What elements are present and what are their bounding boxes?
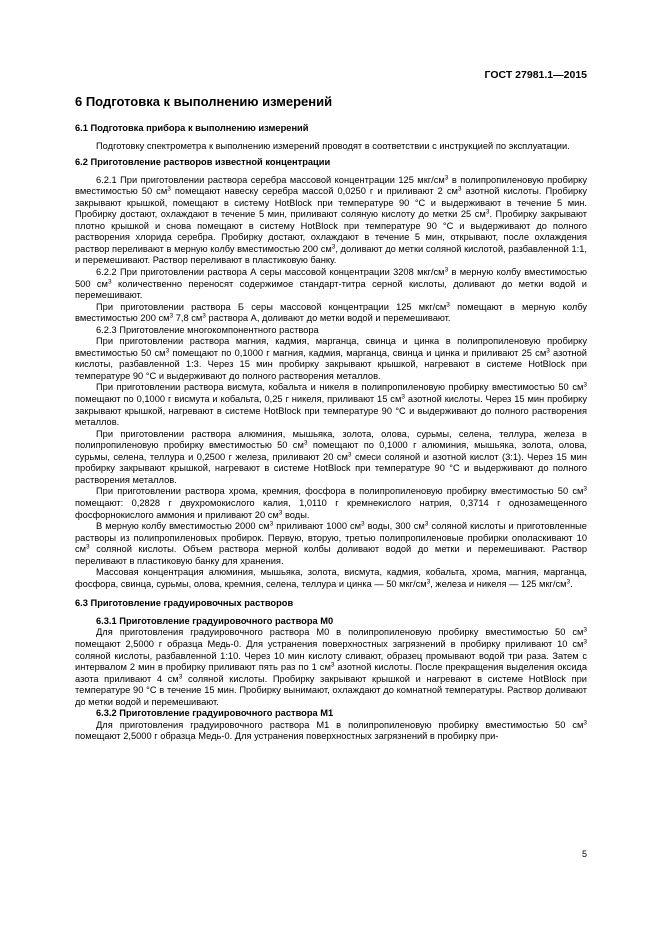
subsection-title-6-3-1: 6.3.1 Приготовление градуировочного раствора М0 [96, 615, 334, 626]
paragraph: Массовая концентрация алюминия, мышьяка, золота, висмута, кадмия, кобальта, хрома, магния, марганца, фосфора, свинца, сурьмы, олова, кремния, селена, теллура и цинка — 50 мкг/$см^3$, железа и никеля — 125 мкг/$см^3$. [75, 567, 587, 589]
subsection-title-6-1: 6.1 Подготовка прибора к выполнению измерений [75, 123, 309, 133]
paragraph: В мерную колбу вместимостью 2000 $см^3$ приливают 1000 $см^3$ воды, 300 $см^3$ соляной кислоты и приготовленные растворы из полипропиленовых пробирок. Первую, вторую, третью полипропиленовые пробирки ополаскивают 10 $см^3$ соляной кислоты. Объем раствора мерной колбы доливают водой до метки и перемешивают. Раствор переливают в пластиковую банку для хранения. [75, 520, 587, 566]
paragraph: При приготовлении раствора алюминия, мышьяка, золота, олова, сурьмы, селена, теллура, железа в полипропиленовую пробирку вместимостью 50 $см^3$ помещают по 0,1000 г алюминия, мышьяка, золота, олова, сурьмы, селена, теллура и 0,2500 г железа, приливают 20 $см^3$ смеси соляной и азотной кислот (3:1). Через 15 мин пробирку закрывают крышкой, нагревают в системе HotBlock при температуре 90 °С и выдерживают до полного растворения металлов. [75, 428, 587, 485]
subsection-title-6-2: 6.2 Приготовление растворов известной концентрации [75, 157, 331, 168]
document-body [75, 123, 587, 743]
paragraph: При приготовлении раствора висмута, кобальта и никеля в полипропиленовую пробирку вместимостью 50 $см^3$ помещают по 0,1000 г висмута и кобальта, 0,25 г никеля, приливают 15 $см^3$ азотной кислоты. Через 15 мин пробирку закрывают крышкой, нагревают в системе HotBlock при температуре 90 °С и выдерживают до полного растворения металлов. [75, 381, 587, 428]
document-code: ГОСТ 27981.1—2015 [484, 69, 587, 81]
paragraph: Подготовку спектрометра к выполнению измерений проводят в соответствии с инструкцией по эксплуатации. [96, 140, 570, 151]
paragraph: При приготовлении раствора хрома, кремния, фосфора в полипропиленовую пробирку вместимостью 50 $см^3$ помещают: 0,2828 г двухромокислого калия, 1,0110 г кремнекислого натрия, 0,3714 г однозамещенного фосфорнокислого аммония и приливают 20 $см^3$ воды. [75, 485, 587, 520]
page-number: 5 [581, 849, 587, 859]
paragraph: При приготовлении раствора Б серы массовой концентрации 125 мкг/$см^3$ помещают в мерную колбу вместимостью 200 $см^3$ 7,8 $см^3$ раствора А, доливают до метки водой и перемешивают. [75, 301, 588, 324]
paragraph: При приготовлении раствора магния, кадмия, марганца, свинца и цинка в полипропиленовую пробирку вместимостью 50 $см^3$ помещают по 0,1000 г магния, кадмия, марганца, свинца и цинка и приливают 25 $см^3$ азотной кислоты, разбавленной 1:3. Через 15 мин пробирку закрывают крышкой, нагревают в системе HotBlock при температуре 90 °С и выдерживают до полного растворения металлов. [75, 336, 587, 381]
paragraph-6-2-3: 6.2.3 Приготовление многокомпонентного раствора [96, 324, 319, 335]
paragraph-6-2-2: 6.2.2 При приготовлении раствора А серы массовой концентрации 3208 мкг/$см^3$ в мерную колбу вместимостью 500 $см^3$ количественно переносят содержимое стандарт-титра серной кислоты, доливают до метки водой и перемешивают. [75, 266, 587, 301]
section-title: 6 Подготовка к выполнению измерений [75, 94, 333, 109]
paragraph: Для приготовления градуировочного раствора М0 в полипропиленовую пробирку вместимостью 50 $см^3$ помещают 2,5000 г образца Медь-0. Для устранения поверхностных загрязнений в пробирку приливают 10 $см^3$ соляной кислоты, разбавленной 1:10. Через 10 мин кислоту сливают, образец промывают водой три раза. Затем с интервалом 2 мин в пробирку приливают пять раз по 1 $см^3$ азотной кислоты. После прекращения выделения оксида азота приливают 4 $см^3$ соляной кислоты. Пробирку закрывают крышкой и нагревают в системе HotBlock при температуре 90 °С в течение 15 мин. Пробирку вынимают, охлаждают до комнатной температуры. Раствор доливают до метки водой и перемешивают. [75, 626, 587, 707]
subsection-title-6-3-2: 6.3.2 Приготовление градуировочного раствора М1 [96, 708, 334, 719]
paragraph-6-2-1: 6.2.1 При приготовлении раствора серебра массовой концентрации 125 мкг/$см^3$ в полипропиленовую пробирку вместимостью 50 $см^3$ помещают навеску серебра массой 0,0250 г и приливают 2 $см^3$ азотной кислоты. Пробирку закрывают крышкой, помещают в систему HotBlock при температуре 90 °С и выдерживают в течение 5 мин. Пробирку достают, охлаждают в течение 5 мин, приливают соляную кислоту до метки 25 $см^3$. Пробирку закрывают плотно крышкой и снова помещают в систему HotBlock при температуре 90 °С и выдерживают до полного растворения хлорида серебра. Пробирку достают, охлаждают в течение 5 мин, открывают, после охлаждения раствор переливают в мерную колбу вместимостью 200 $см^3$, доливают до метки соляной кислотой, разбавленной 1:1, и перемешивают. Раствор переливают в пластиковую банку. [75, 174, 588, 266]
paragraph: Для приготовления градуировочного раствора М1 в полипропиленовую пробирку вместимостью 50 $см^3$ помещают 2,5000 г образца Медь-0. Для устранения поверхностных загрязнений в пробирку при- [75, 719, 587, 742]
subsection-title-6-3: 6.3 Приготовление градуировочных растворов [75, 598, 294, 609]
